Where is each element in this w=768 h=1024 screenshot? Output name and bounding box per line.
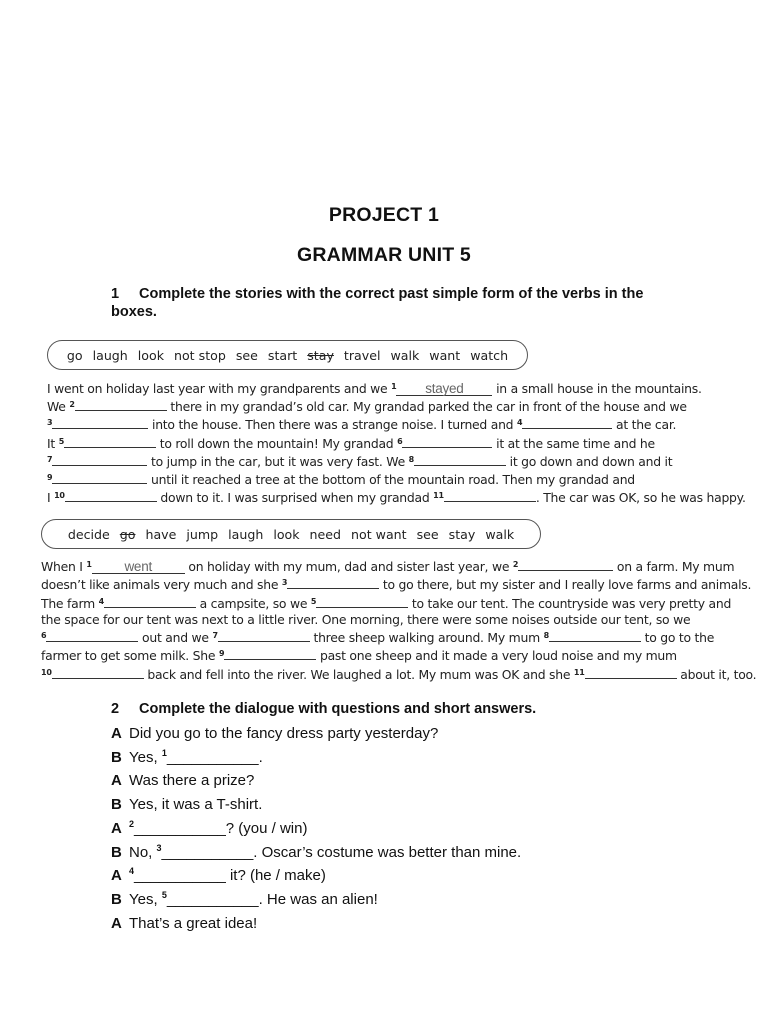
answer-blank[interactable]: ___________ — [134, 867, 226, 885]
gap-3[interactable] — [52, 415, 148, 429]
gap-6[interactable] — [46, 628, 138, 642]
gap-9[interactable] — [52, 470, 147, 484]
word-box-2-item: see — [416, 526, 439, 542]
gap-5[interactable] — [316, 594, 408, 608]
dialogue-line: B Yes, $^1$___________. — [111, 746, 521, 770]
exercise-2-instruction — [111, 700, 691, 718]
word-box-1-item: see — [235, 347, 258, 363]
gap-1-answer: stayed — [396, 382, 492, 396]
exercise-2-number: 2 — [111, 701, 120, 717]
gap-4[interactable] — [522, 415, 612, 429]
dialogue-line: A $^2$___________? (you / win) — [111, 817, 521, 841]
speaker-label: A — [111, 914, 122, 932]
word-box-2-item: walk — [485, 526, 515, 542]
gap-4[interactable] — [104, 594, 196, 608]
dialogue-line: A Was there a prize? — [111, 769, 521, 793]
exercise-1-text: Complete the stories with the correct past simple form of the verbs in the boxes. — [111, 286, 644, 320]
gap-10[interactable] — [65, 488, 157, 502]
word-box-2-item: need — [309, 526, 342, 542]
dialogue-line: B Yes, it was a T-shirt. — [111, 793, 521, 817]
word-box-1-item: laugh — [92, 347, 128, 363]
word-box-1-item-used: stay — [307, 347, 334, 363]
word-box-1-item: want — [429, 347, 461, 363]
dialogue-line: A $^4$___________ it? (he / make) — [111, 864, 521, 888]
gap-3[interactable] — [287, 575, 379, 589]
gap-1-answer: went — [92, 560, 185, 574]
answer-blank[interactable]: ___________ — [166, 748, 259, 766]
speaker-label: B — [111, 796, 122, 814]
speaker-label: A — [111, 725, 122, 742]
word-box-1-item: look — [137, 347, 164, 363]
word-box-2-item: not want — [351, 526, 407, 542]
speaker-label: A — [111, 867, 122, 885]
gap-9[interactable] — [224, 646, 316, 660]
speaker-label: B — [111, 748, 122, 766]
word-box-2-item: jump — [186, 526, 219, 542]
speaker-label: B — [111, 890, 122, 908]
word-box-2-item-used: go — [119, 526, 136, 542]
gap-5[interactable] — [64, 434, 156, 448]
dialogue-line: A That’s a great idea! — [111, 912, 521, 936]
word-box-2 — [41, 519, 541, 549]
gap-7[interactable] — [52, 452, 147, 466]
exercise-2-text: Complete the dialogue with questions and short answers. — [139, 701, 537, 717]
word-box-2-item: look — [273, 526, 300, 542]
word-box-1-item: walk — [390, 347, 420, 363]
answer-blank[interactable]: ___________ — [166, 890, 259, 908]
gap-6[interactable] — [402, 434, 492, 448]
word-box-1-item: start — [267, 347, 298, 363]
project-title: PROJECT 1 — [328, 204, 440, 226]
gap-2[interactable] — [518, 557, 613, 571]
gap-10[interactable] — [52, 665, 144, 679]
word-box-2-item: stay — [448, 526, 476, 542]
word-box-2-item: laugh — [228, 526, 264, 542]
gap-11[interactable] — [585, 665, 677, 679]
word-box-2-item: decide — [67, 526, 110, 542]
gap-2[interactable] — [75, 397, 167, 411]
word-box-1-item: travel — [343, 347, 381, 363]
gap-8[interactable] — [549, 628, 641, 642]
exercise-1-instruction — [111, 285, 691, 321]
gap-8[interactable] — [414, 452, 506, 466]
exercise-1-number: 1 — [111, 286, 120, 302]
dialogue — [111, 722, 521, 935]
answer-blank[interactable]: ___________ — [161, 843, 254, 861]
dialogue-line: B No, $^3$___________. Oscar’s costume was better than mine. — [111, 841, 521, 865]
word-box-2-item: have — [145, 526, 177, 542]
story-1: I went on holiday last year with my grandparents and we $^1$ stayed in a small house in the mountains. We $^2$ there in my grandad’s old car. My grandad parked the car in front of the house and we $^3$ into the house. Then there was a strange noise. I turned and $^4$ at the car. It $^5$ to roll down the mountain! My grandad $^6$ it at the same time and he $^7$ to jump in the car, but it was very fast. We $^8$ it go down and down and it $^9$ until it reached a tree at the bottom of the mountain road. Then my grandad and I $^{10}$ down to it. I was surprised when my grandad $^{11}$ . The car was OK, so he was happy. — [47, 381, 746, 506]
answer-blank[interactable]: ___________ — [134, 819, 226, 837]
speaker-label: B — [111, 843, 122, 861]
word-box-1-item: not stop — [174, 347, 226, 363]
word-box-1-item: watch — [470, 347, 509, 363]
dialogue-line: A Did you go to the fancy dress party yesterday? — [111, 722, 521, 746]
unit-title: GRAMMAR UNIT 5 — [297, 244, 471, 266]
story-2: When I $^1$ went on holiday with my mum, dad and sister last year, we $^2$ on a farm. My mum doesn’t like animals very much and she $^3$ to go there, but my sister and I really love farms and animals. The farm $^4$ a campsite, so we $^5$ to take our tent. The countryside was very pretty and the space for our tent was next to a little river. One morning, there were some noises outside our tent, so we $^6$ out and we $^7$ three sheep walking around. My mum $^8$ to go to the farmer to get some milk. She $^9$ past one sheep and it made a very loud noise and my mum $^{10}$ back and fell into the river. We laughed a lot. My mum was OK and she $^{11}$ about it, too. — [41, 559, 757, 682]
gap-7[interactable] — [218, 628, 310, 642]
dialogue-line: B Yes, $^5$___________. He was an alien! — [111, 888, 521, 912]
speaker-label: A — [111, 772, 122, 790]
speaker-label: A — [111, 819, 122, 837]
word-box-1-item: go — [66, 347, 83, 363]
word-box-1 — [47, 340, 528, 370]
gap-11[interactable] — [444, 488, 536, 502]
